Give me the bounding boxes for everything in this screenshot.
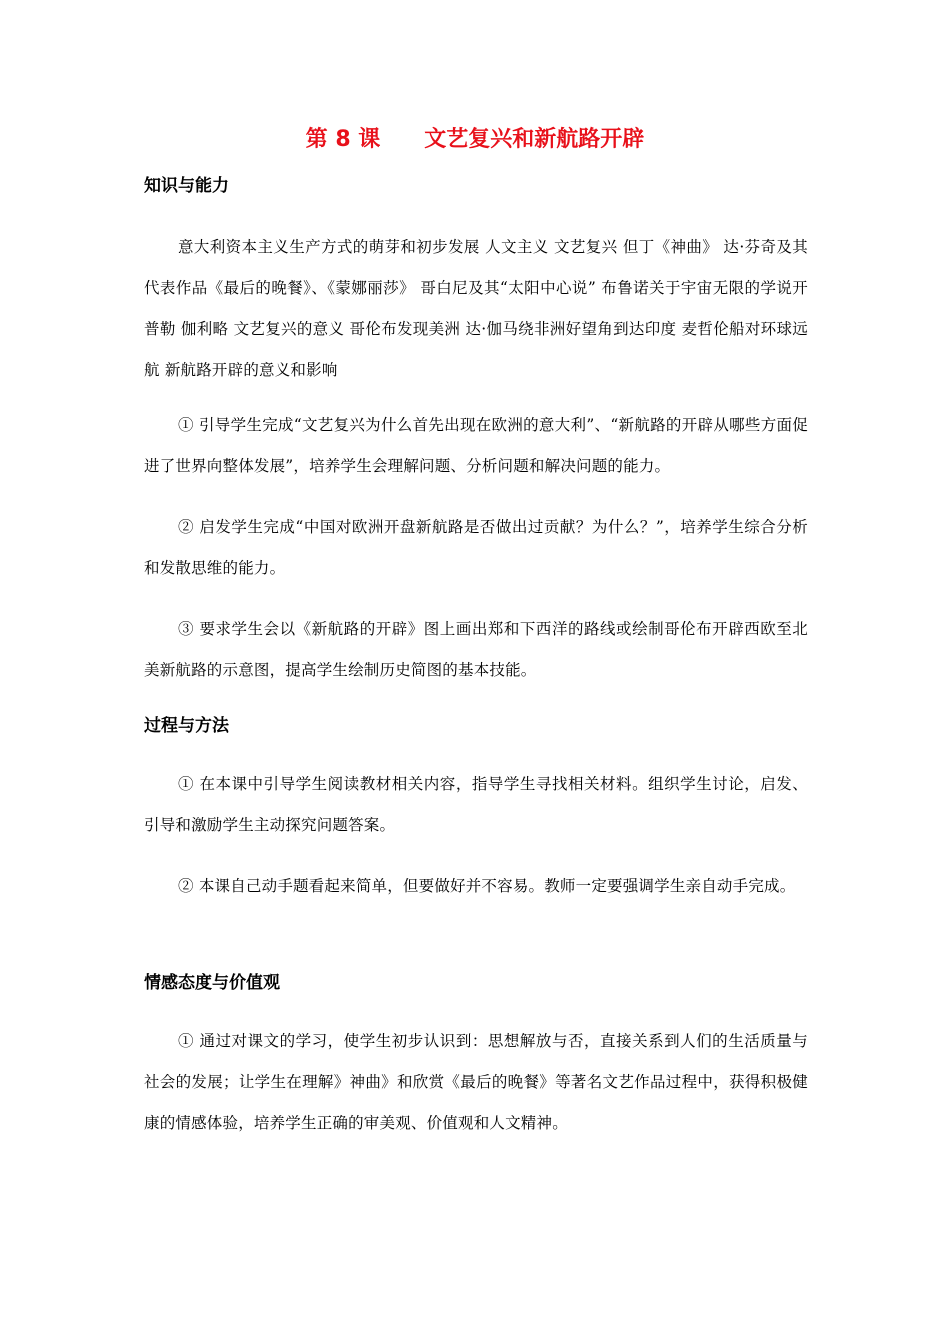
paragraph-ability-1: ① 引导学生完成“文艺复兴为什么首先出现在欧洲的意大利”、“新航路的开辟从哪些方面促进了世界向整体发展”，培养学生会理解问题、分析问题和解决问题的能力。	[144, 416, 808, 475]
paragraph-process-1: ① 在本课中引导学生阅读教材相关内容，指导学生寻找相关材料。组织学生讨论，启发、引导和激励学生主动探究问题答案。	[144, 775, 808, 834]
section-heading-knowledge: 知识与能力	[144, 176, 229, 196]
paragraph-knowledge-terms: 意大利资本主义生产方式的萌芽和初步发展 人文主义 文艺复兴 但丁《神曲》 达·芬奇及其代表作品《最后的晚餐》、《蒙娜丽莎》 哥白尼及其“太阳中心说” 布鲁诺关于宇宙无限的学说开普勒 伽利略 文艺复兴的意义 哥伦布发现美洲 达·伽马绕非洲好望角到达印度 麦哲伦船对环球远航 新航路开辟的意义和影响	[144, 238, 808, 379]
paragraph-ability-3: ③ 要求学生会以《新航路的开辟》图上画出郑和下西洋的路线或绘制哥伦布开辟西欧至北美新航路的示意图，提高学生绘制历史简图的基本技能。	[144, 620, 808, 679]
paragraph-ability-2: ② 启发学生完成“中国对欧洲开盘新航路是否做出过贡献？为什么？”，培养学生综合分析和发散思维的能力。	[144, 518, 808, 577]
lesson-title: 第 8 课 文艺复兴和新航路开辟	[305, 127, 645, 152]
paragraph-process-2: ② 本课自己动手题看起来简单，但要做好并不容易。教师一定要强调学生亲自动手完成。	[178, 877, 796, 895]
section-heading-process: 过程与方法	[144, 716, 229, 736]
paragraph-values-1: ① 通过对课文的学习，使学生初步认识到：思想解放与否，直接关系到人们的生活质量与社会的发展；让学生在理解》神曲》和欣赏《最后的晚餐》等著名文艺作品过程中，获得积极健康的情感体验，培养学生正确的审美观、价值观和人文精神。	[144, 1032, 808, 1132]
section-heading-values: 情感态度与价值观	[144, 973, 280, 993]
